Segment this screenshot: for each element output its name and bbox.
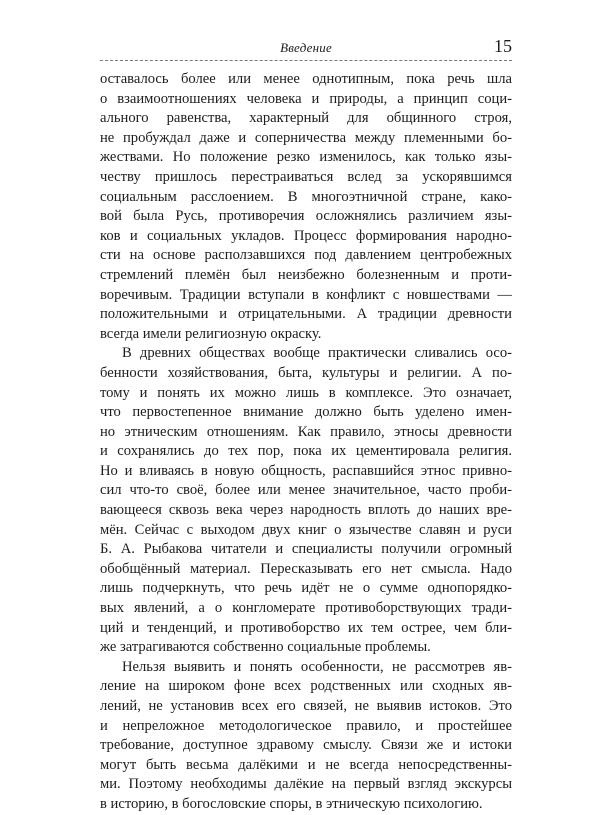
text-line: лений, не установив всех его связей, не выявив истоков. Это — [100, 698, 512, 714]
page-number: 15 — [494, 36, 512, 56]
text-line: Б. А. Рыбакова читатели и специалисты получили огромный — [100, 541, 512, 558]
text-line: сти на основе расползавшихся под давлением центробежных — [100, 247, 512, 264]
running-header — [100, 36, 512, 62]
text-line: лишь подчеркнуть, что речь идёт не о сумме однопорядко- — [100, 580, 512, 597]
text-line: честву пришлось перестраиваться вслед за ускорявшимся — [100, 168, 512, 185]
text-line: но этническим отношениям. Как правило, этносы древности — [100, 423, 512, 440]
text-line: требование, доступное здравому смыслу. Связи же и истоки — [100, 737, 512, 754]
text-line: обобщённый материал. Пересказывать его нет смысла. Надо — [100, 560, 512, 577]
text-line: воречивым. Традиции вступали в конфликт с новшествами — — [100, 286, 512, 303]
body-text — [100, 70, 512, 815]
text-line: вой была Русь, противоречия осложнялись различием язы- — [100, 208, 512, 225]
running-title: Введение — [280, 40, 332, 55]
text-line: Но и вливаясь в новую общность, распавшийся этнос привно- — [100, 462, 512, 479]
text-line: ций и тенденций, и противоборство их тем острее, чем бли- — [100, 619, 512, 636]
header-divider — [100, 60, 512, 61]
text-line: сил что-то своё, более или менее значительное, часто проби- — [100, 482, 512, 499]
text-line: не пробуждал даже и соперничества между племенными бо- — [100, 129, 512, 146]
text-line: бенности хозяйствования, быта, культуры и религии. А по- — [100, 364, 512, 381]
text-line: тому и понять их можно лишь в комплексе. Это означает, — [100, 384, 512, 401]
text-line: жествами. Но положение резко изменилось, как только язы- — [100, 149, 512, 166]
text-line: ми. Поэтому необходимы далёкие на первый взгляд экскурсы — [100, 776, 512, 793]
text-line: мён. Сейчас с выходом двух книг о язычестве славян и руси — [100, 521, 512, 538]
paragraph-first-line: В древних обществах вообще практически сливались осо- — [122, 345, 512, 362]
text-line: ление на широком фоне всех родственных или сходных яв- — [100, 678, 512, 695]
text-line: стремлений племён был неизбежно болезненным и проти- — [100, 266, 512, 283]
text-line: вых явлений, а о конгломерате противоборствующих тради- — [100, 600, 512, 617]
text-line: же затрагиваются собственно социальные проблемы. — [100, 639, 431, 656]
text-line: всегда имели религиозную окраску. — [100, 325, 322, 342]
text-line: ков и социальных укладов. Процесс формирования народно- — [100, 227, 512, 244]
text-line: и сохранялись до тех пор, пока их цементировала религия. — [100, 443, 512, 460]
text-line: вающееся сквозь века через народность вплоть до наших вре- — [100, 502, 512, 519]
text-line: оставалось более или менее однотипным, пока речь шла — [100, 71, 512, 87]
text-line: о взаимоотношениях человека и природы, а принцип соци- — [100, 90, 512, 107]
text-line: положительными и отрицательными. А традиции древности — [100, 306, 512, 323]
text-line: ального равенства, характерный для общинного строя, — [100, 110, 512, 127]
text-line: что первостепенное внимание должно быть уделено имен- — [100, 404, 512, 421]
text-line: социальным расслоением. В многоэтничной стране, како- — [100, 188, 512, 205]
text-line: в историю, в богословские споры, в этническую психологию. — [100, 795, 483, 812]
paragraph-first-line: Нельзя выявить и понять особенности, не рассмотрев яв- — [122, 658, 512, 675]
text-line: и непреложное методологическое правило, и простейшее — [100, 717, 512, 734]
text-line: могут быть весьма далёкими и не всегда непосредственны- — [100, 756, 512, 773]
